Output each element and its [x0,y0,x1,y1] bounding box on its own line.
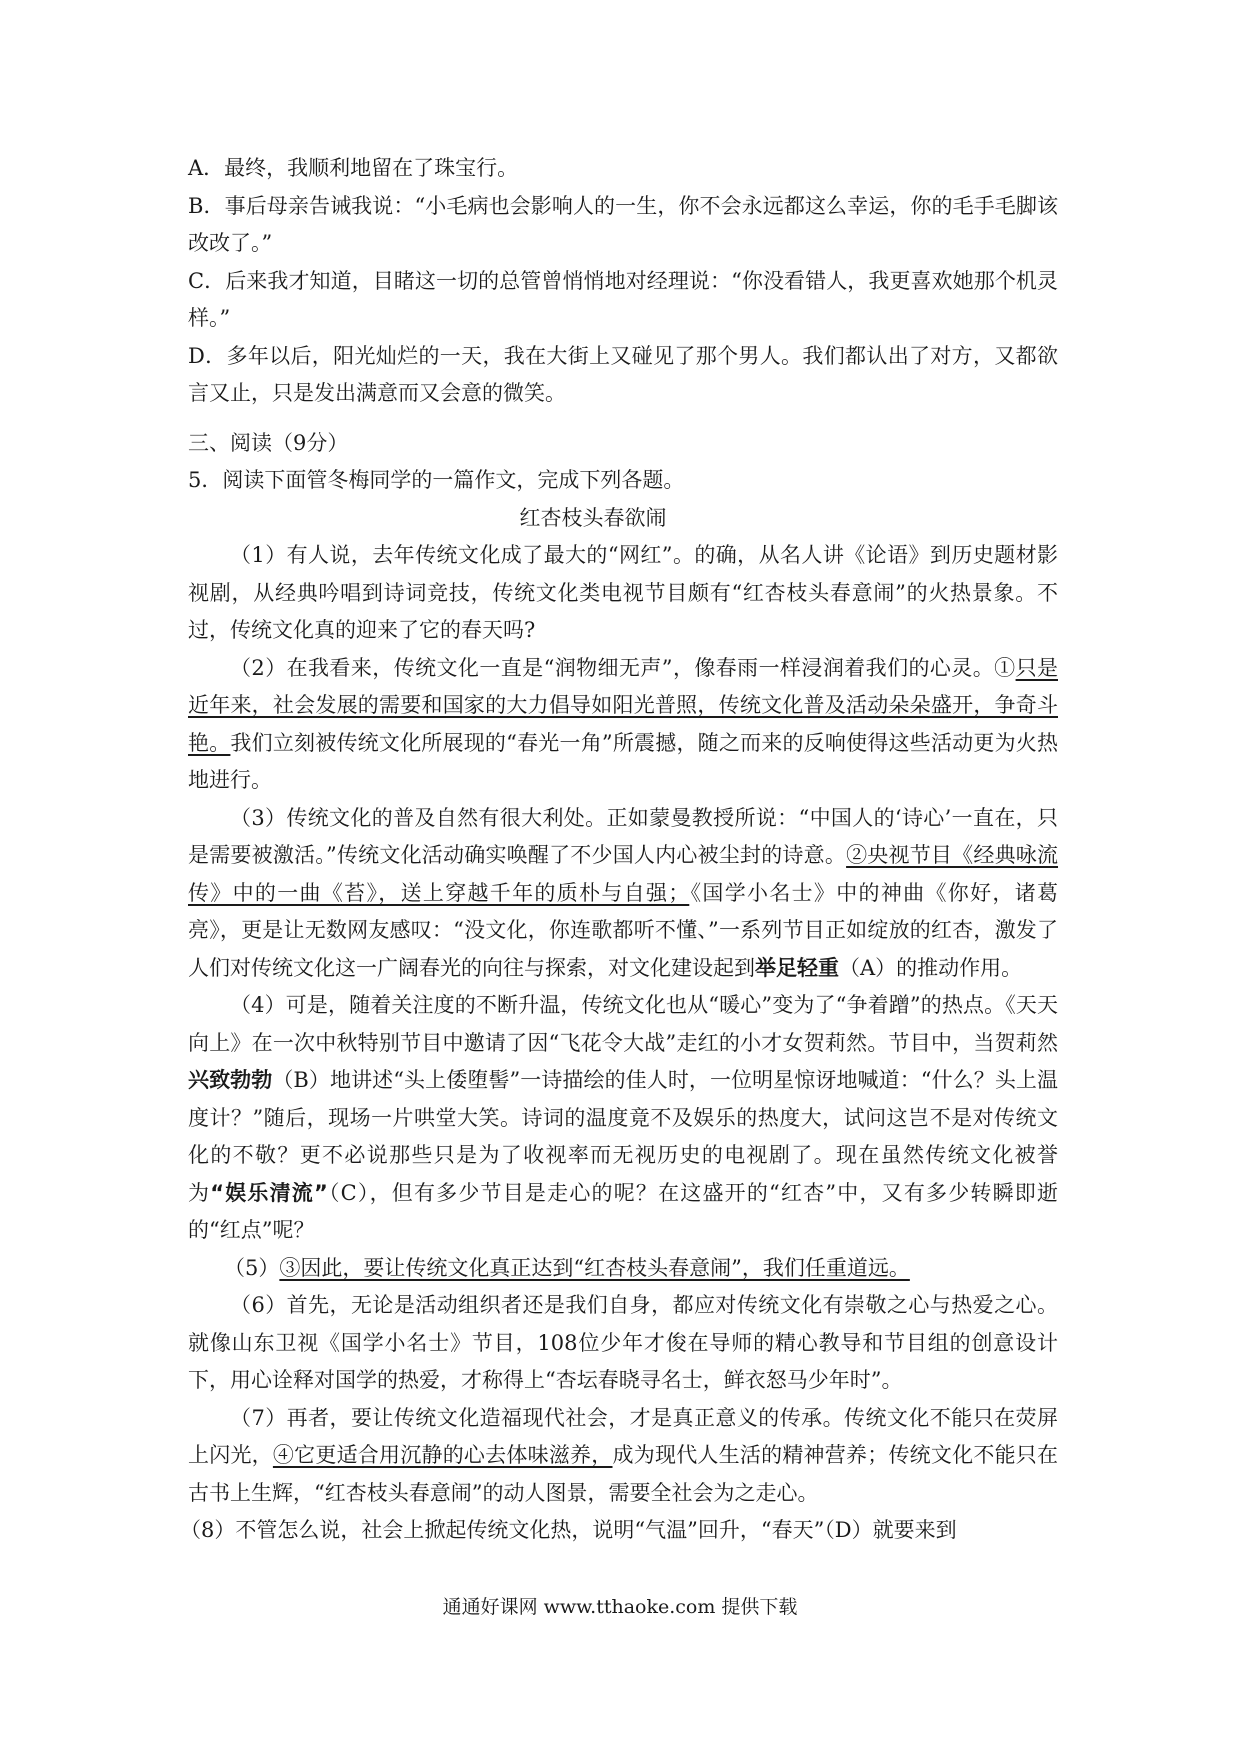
paragraph-5-text-a: （5） [224,1255,280,1280]
paragraph-7-text-a: （7）再者，要让传统文化造福现代社会，才是真正意义的传承。传统文化不能只在荧屏上闪光， [188,1405,1058,1467]
paragraph-4-text-b: （B）地讲述“头上倭堕髻”一诗描绘的佳人时，一位明星惊讶地喊道：“什么？头上温度计？”随后，现场一片哄堂大笑。诗词的温度竟不及娱乐的热度大，试问这岂不是对传统文化的不敬？更不必说那些只是为了收视率而无视历史的电视剧了。现在虽然传统文化被誉为 [188,1068,1059,1205]
option-d: D．多年以后，阳光灿烂的一天，我在大街上又碰见了那个男人。我们都认出了对方，又都欲言又止，只是发出满意而又会意的微笑。 [188,343,1058,405]
section-heading: 三、阅读（9分） [188,430,349,455]
paragraph-7-text-b: 成为现代人生活的精神营养；传统文化不能只在古书上生辉，“红杏枝头春意闹”的动人图景，需要全社会为之走心。 [188,1443,1059,1505]
underlined-sentence-2: ②央视节目《经典咏流传》中的一曲《苔》，送上穿越千年的质朴与自强； [188,843,1059,905]
question-prompt: 5．阅读下面管冬梅同学的一篇作文，完成下列各题。 [188,468,685,492]
essay-paragraph-7 [188,1400,1058,1513]
essay-title: 红杏枝头春欲闹 [519,505,667,530]
option-b: B．事后母亲告诫我说：“小毛病也会影响人的一生，你不会永远都这么幸运，你的毛手毛脚该改改了。” [188,193,1058,255]
paragraph-2-text-b: 我们立刻被传统文化所展现的“春光一角”所震撼，随之而来的反响使得这些活动更为火热地进行。 [188,730,1059,792]
document-body [180,150,1059,1550]
bold-word-b: 兴致勃勃 [188,1068,273,1092]
essay-paragraph-8: （8）不管怎么说，社会上掀起传统文化热，说明“气温”回升，“春天”（D）就要来到 [180,1518,957,1542]
essay-paragraph-1: （1）有人说，去年传统文化成了最大的“网红”。的确，从名人讲《论语》到历史题材影视剧，从经典吟唱到诗词竞技，传统文化类电视节目颇有“红杏枝头春意闹”的火热景象。不过，传统文化真的迎来了它的春天吗? [188,543,1058,642]
essay-paragraph-4 [188,987,1058,1250]
essay-paragraph-5 [188,1250,1058,1288]
essay-paragraph-6: （6）首先，无论是活动组织者还是我们自身，都应对传统文化有崇敬之心与热爱之心。就像山东卫视《国学小名士》节目，108位少年才俊在导师的精心教导和节目组的创意设计下，用心诠释对国学的热爱，才称得上“杏坛春晓寻名士，鲜衣怒马少年时”。 [188,1293,1058,1392]
bold-word-a: 举足轻重 [755,955,839,980]
underlined-sentence-3: ③因此，要让传统文化真正达到“红杏枝头春意闹”，我们任重道远。 [279,1255,910,1280]
footer-credit: 通通好课网 www.tthaoke.com 提供下载 [442,1596,798,1618]
paragraph-3-text-a: （3）传统文化的普及自然有很大利处。正如蒙曼教授所说：“中国人的‘诗心’一直在，只是需要被激活。”传统文化活动确实唤醒了不少国人内心被尘封的诗意。 [188,805,1058,867]
option-a: A．最终，我顺利地留在了珠宝行。 [188,156,519,180]
essay-paragraph-3 [188,800,1058,988]
paragraph-2-text-a: （2）在我看来，传统文化一直是“润物细无声”，像春雨一样浸润着我们的心灵。① [230,655,1016,680]
underlined-sentence-1: 只是近年来，社会发展的需要和国家的大力倡导如阳光普照，传统文化普及活动朵朵盛开，争奇斗艳。 [188,655,1058,755]
essay-paragraph-2 [188,650,1058,800]
paragraph-3-text-c: （A）的推动作用。 [839,955,1023,980]
bold-word-c: “娱乐清流” [210,1180,328,1205]
paragraph-3-text-b: 《国学小名士》中的神曲《你好，诸葛亮》，更是让无数网友感叹：“没文化，你连歌都听不懂、”一系列节目正如绽放的红杏，激发了人们对传统文化这一广阔春光的向往与探索，对文化建设起到 [188,880,1059,980]
option-c: C．后来我才知道，目睹这一切的总管曾悄悄地对经理说：“你没看错人，我更喜欢她那个机灵样。” [188,268,1058,330]
underlined-sentence-4: ④它更适合用沉静的心去体味滋养， [272,1443,613,1467]
paragraph-4-text-c: （C），但有多少节目是走心的呢？在这盛开的“红杏”中，又有多少转瞬即逝的“红点”呢？ [188,1180,1058,1242]
paragraph-4-text-a: （4）可是，随着关注度的不断升温，传统文化也从“暖心”变为了“争着蹭”的热点。《天天向上》在一次中秋特别节目中邀请了因“飞花令大战”走红的小才女贺莉然。节目中，当贺莉然 [188,993,1058,1055]
